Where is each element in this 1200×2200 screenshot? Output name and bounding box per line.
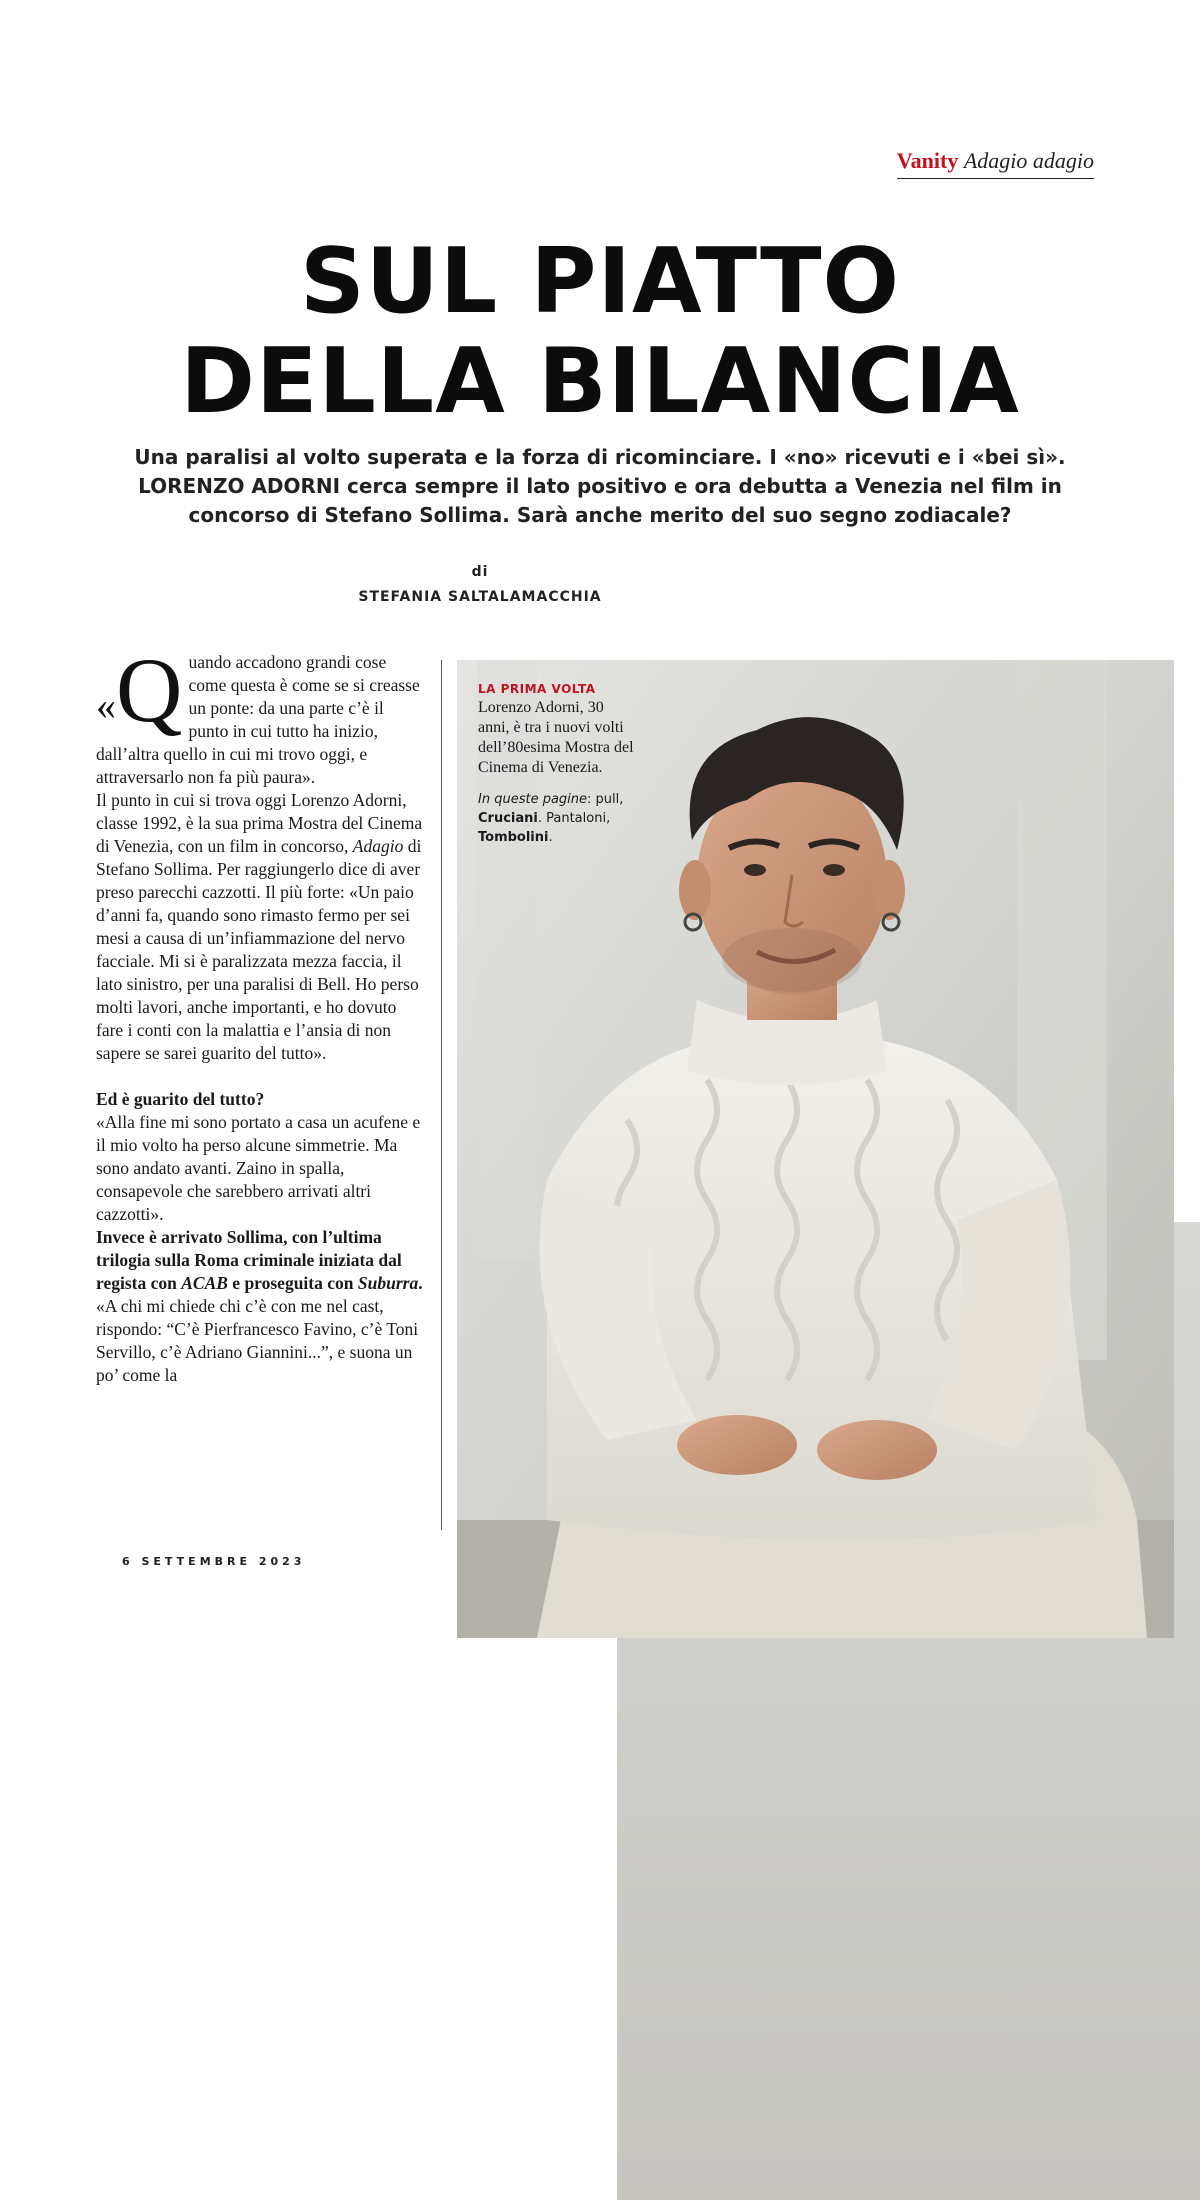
drop-cap-letter: Q <box>116 639 183 741</box>
standfirst-line-2: LORENZO ADORNI cerca sempre il lato positivo e ora debutta a Venezia nel film in <box>138 474 1062 498</box>
body-paragraph-1 <box>96 789 424 1065</box>
section-tag <box>897 148 1094 179</box>
credit-end: . <box>548 830 553 845</box>
caption-text: Lorenzo Adorni, 30 anni, è tra i nuovi volti dell’80esima Mostra del Cinema di Venezia. <box>478 699 634 776</box>
credit-brand-1: Cruciani <box>478 811 538 826</box>
question-2-start: Invece è arrivato Sollima, con l’ultima trilogia sulla Roma criminale iniziata dal regista con <box>96 1227 402 1293</box>
credits-sep: : <box>587 792 592 807</box>
section-subsection: Adagio adagio <box>963 148 1094 173</box>
caption-kicker: LA PRIMA VOLTA <box>478 682 596 696</box>
standfirst <box>130 443 1070 530</box>
credits-intro: In queste pagine <box>478 792 588 807</box>
photo-caption <box>478 680 638 847</box>
drop-cap <box>96 639 183 741</box>
credit-item-2: . Pantaloni, <box>537 811 611 826</box>
issue-date: 6 SETTEMBRE 2023 <box>122 1555 306 1568</box>
question-2 <box>96 1226 424 1295</box>
credit-item-1: pull, <box>595 792 624 807</box>
article-headline <box>0 229 1200 434</box>
writer-name: STEFANIA SALTALAMACCHIA <box>358 589 602 605</box>
question-1: Ed è guarito del tutto? <box>96 1089 265 1109</box>
writer-credit <box>350 562 610 608</box>
question-2-end: . <box>418 1273 423 1293</box>
credit-brand-2: Tombolini <box>478 830 549 845</box>
headline-line-1: SUL PIATTO <box>299 229 901 334</box>
paragraph-1-rest: di Stefano Sollima. Per raggiungerlo dice di aver preso parecchi cazzotti. Il più forte: «Un paio d’anni fa, quando sono rimasto fermo per sei mesi a causa di un’infiammazione del nervo facciale. Mi si è paralizzata mezza faccia, il lato sinistro, per una paralisi di Bell. Ho perso molti lavori, anche importanti, e ho dovuto fare i conti con la malattia e l’ansia di non sapere se sarei guarito del tutto». <box>96 836 422 1063</box>
standfirst-line-3: concorso di Stefano Sollima. Sarà anche merito del suo segno zodiacale? <box>188 503 1012 527</box>
answer-1: «Alla fine mi sono portato a casa un acufene e il mio volto ha perso alcune simmetrie. Ma sono andato avanti. Zaino in spalla, consapevole che sarebbero arrivati altri cazzotti». <box>96 1112 421 1224</box>
headline-line-2: DELLA BILANCIA <box>180 329 1020 434</box>
column-divider <box>441 660 442 1530</box>
standfirst-line-1: Una paralisi al volto superata e la forza di ricominciare. I «no» ricevuti e i «bei sì». <box>134 445 1066 469</box>
answer-2: «A chi mi chiede chi c’è con me nel cast, rispondo: “C’è Pierfrancesco Favino, c’è Toni Servillo, c’è Adriano Giannini...”, e suona un po’ come la <box>96 1296 419 1385</box>
lede-paragraph <box>96 639 424 789</box>
fashion-credits <box>478 790 638 847</box>
paragraph-1-text: Il punto in cui si trova oggi Lorenzo Adorni, classe 1992, è la sua prima Mostra del Cinema di Venezia, con un film in concorso, <box>96 790 423 856</box>
section-brand: Vanity <box>896 148 959 173</box>
film-title-adagio: Adagio <box>352 836 404 856</box>
writer-role: di <box>471 564 489 580</box>
article-body <box>96 639 424 1387</box>
lede-text: uando accadono grandi cose come questa è come se si creasse un ponte: da una parte c’è il punto in cui tutto ha inizio, dall’altra quello in cui mi trovo oggi, e attraversarlo non fa più paura». <box>96 652 420 787</box>
film-title-suburra: Suburra <box>357 1273 419 1293</box>
question-2-mid: e proseguita con <box>232 1273 354 1293</box>
film-title-acab: ACAB <box>181 1273 228 1293</box>
drop-cap-quote: « <box>96 683 116 728</box>
